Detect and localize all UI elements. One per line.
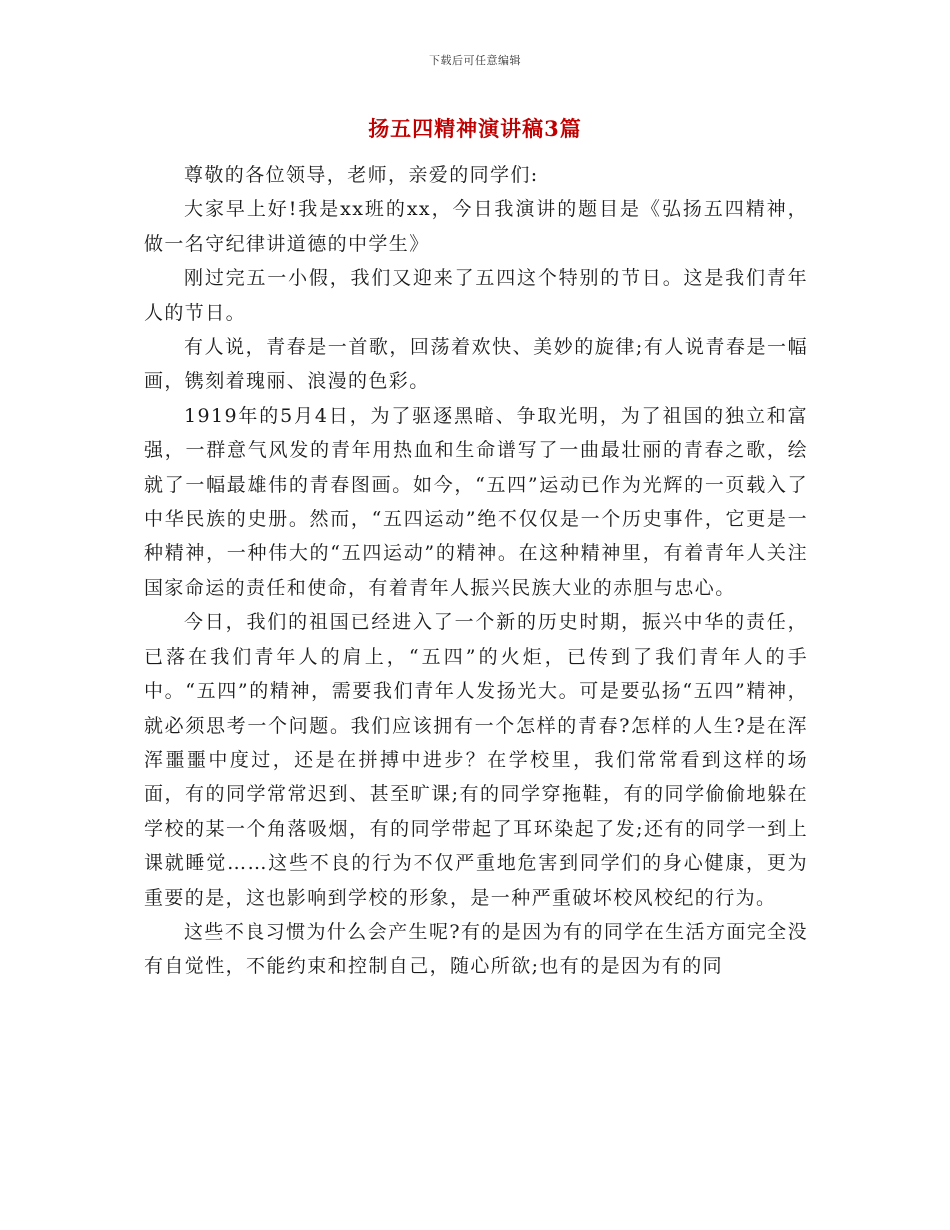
document-title: 扬五四精神演讲稿3篇	[368, 116, 582, 141]
paragraph-habits: 这些不良习惯为什么会产生呢?有的是因为有的同学在生活方面完全没有自觉性，不能约束和控制自己，随心所欲;也有的是因为有的同	[144, 920, 808, 978]
paragraph-youth: 有人说，青春是一首歌，回荡着欢快、美妙的旋律;有人说青春是一幅画，镌刻着瑰丽、浪漫的色彩。	[144, 336, 808, 393]
page-header-note: 下载后可任意编辑	[429, 54, 521, 67]
paragraph-salutation: 尊敬的各位领导，老师，亲爱的同学们:	[184, 164, 539, 186]
paragraph-history: 1919年的5月4日，为了驱逐黑暗、争取光明，为了祖国的独立和富强，一群意气风发的青年用热血和生命谱写了一曲最壮丽的青春之歌，绘就了一幅最雄伟的青春图画。如今，“五四”运动已作为光辉的一页载入了中华民族的史册。然而，“五四运动”绝不仅仅是一个历史事件，它更是一种精神，一种伟大的“五四运动”的精神。在这种精神里，有着青年人关注国家命运的责任和使命，有着青年人振兴民族大业的赤胆与忠心。	[144, 404, 808, 599]
paragraph-greeting: 大家早上好!我是xx班的xx，今日我演讲的题目是《弘扬五四精神，做一名守纪律讲道德的中学生》	[144, 198, 808, 255]
document-body	[144, 158, 808, 984]
paragraph-today: 今日，我们的祖国已经进入了一个新的历史时期，振兴中华的责任，已落在我们青年人的肩上，“五四”的火炬，已传到了我们青年人的手中。“五四”的精神，需要我们青年人发扬光大。可是要弘扬“五四”精神，就必须思考一个问题。我们应该拥有一个怎样的青春?怎样的人生?是在浑浑噩噩中度过，还是在拼搏中进步？在学校里，我们常常看到这样的场面，有的同学常常迟到、甚至旷课;有的同学穿拖鞋，有的同学偷偷地躲在学校的某一个角落吸烟，有的同学带起了耳环染起了发;还有的同学一到上课就睡觉……这些不良的行为不仅严重地危害到同学们的身心健康，更为重要的是，这也影响到学校的形象，是一种严重破坏校风校纪的行为。	[144, 611, 808, 909]
paragraph-intro: 刚过完五一小假，我们又迎来了五四这个特别的节日。这是我们青年人的节日。	[144, 267, 808, 324]
